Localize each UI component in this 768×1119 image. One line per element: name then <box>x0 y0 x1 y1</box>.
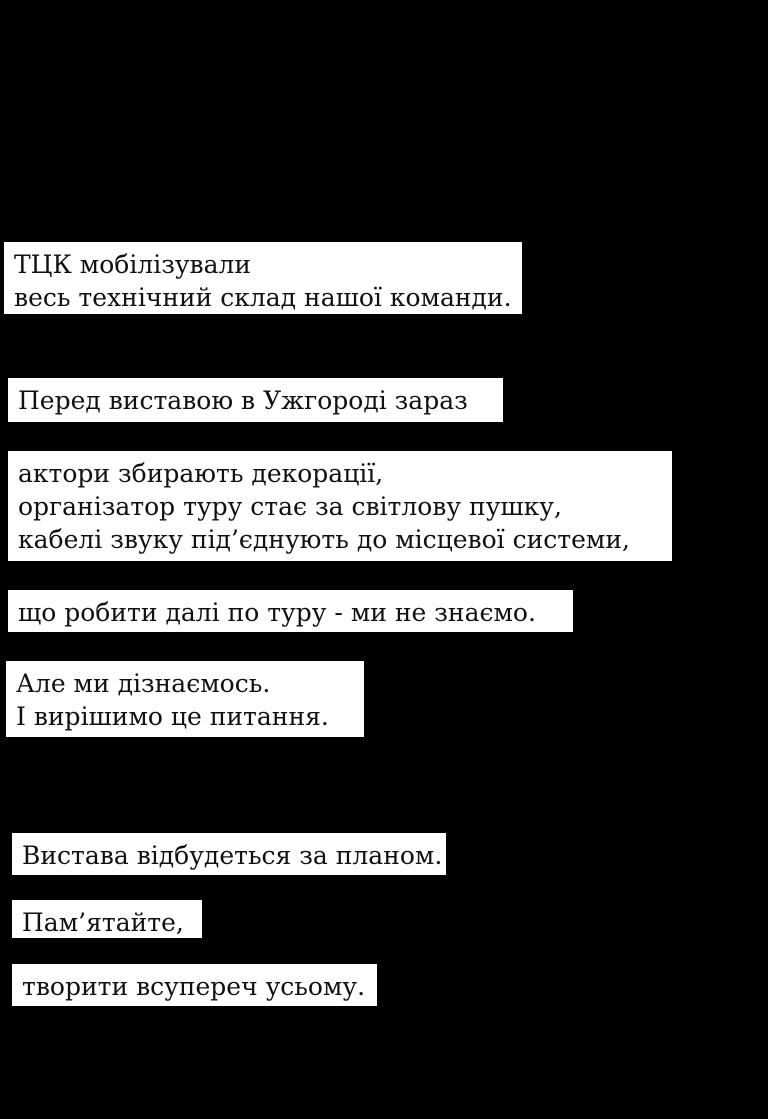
caption-line: весь технічний склад нашої команди. <box>14 283 512 312</box>
caption-line: що робити далі по туру - ми не знаємо. <box>18 598 536 627</box>
caption-block <box>12 900 202 938</box>
caption-line: кабелі звуку під’єднують до місцевої системи, <box>18 525 630 554</box>
caption-line: актори збирають декорації, <box>18 459 384 488</box>
caption-line: творити всупереч усьому. <box>22 972 366 1001</box>
caption-line: Пам’ятайте, <box>22 908 184 937</box>
caption-line: Але ми дізнаємось. <box>16 669 271 698</box>
caption-block <box>8 590 573 632</box>
caption-block <box>8 378 503 422</box>
caption-line: Перед виставою в Ужгороді зараз <box>18 386 468 415</box>
caption-block <box>12 833 446 875</box>
caption-line: І вирішимо це питання. <box>16 702 329 731</box>
caption-line: організатор туру стає за світлову пушку, <box>18 492 562 521</box>
caption-block <box>12 964 377 1006</box>
caption-line: ТЦК мобілізували <box>14 250 252 279</box>
caption-line: Вистава відбудеться за планом. <box>22 841 443 870</box>
caption-block <box>6 661 364 737</box>
caption-block <box>8 451 672 561</box>
caption-block <box>4 242 522 314</box>
